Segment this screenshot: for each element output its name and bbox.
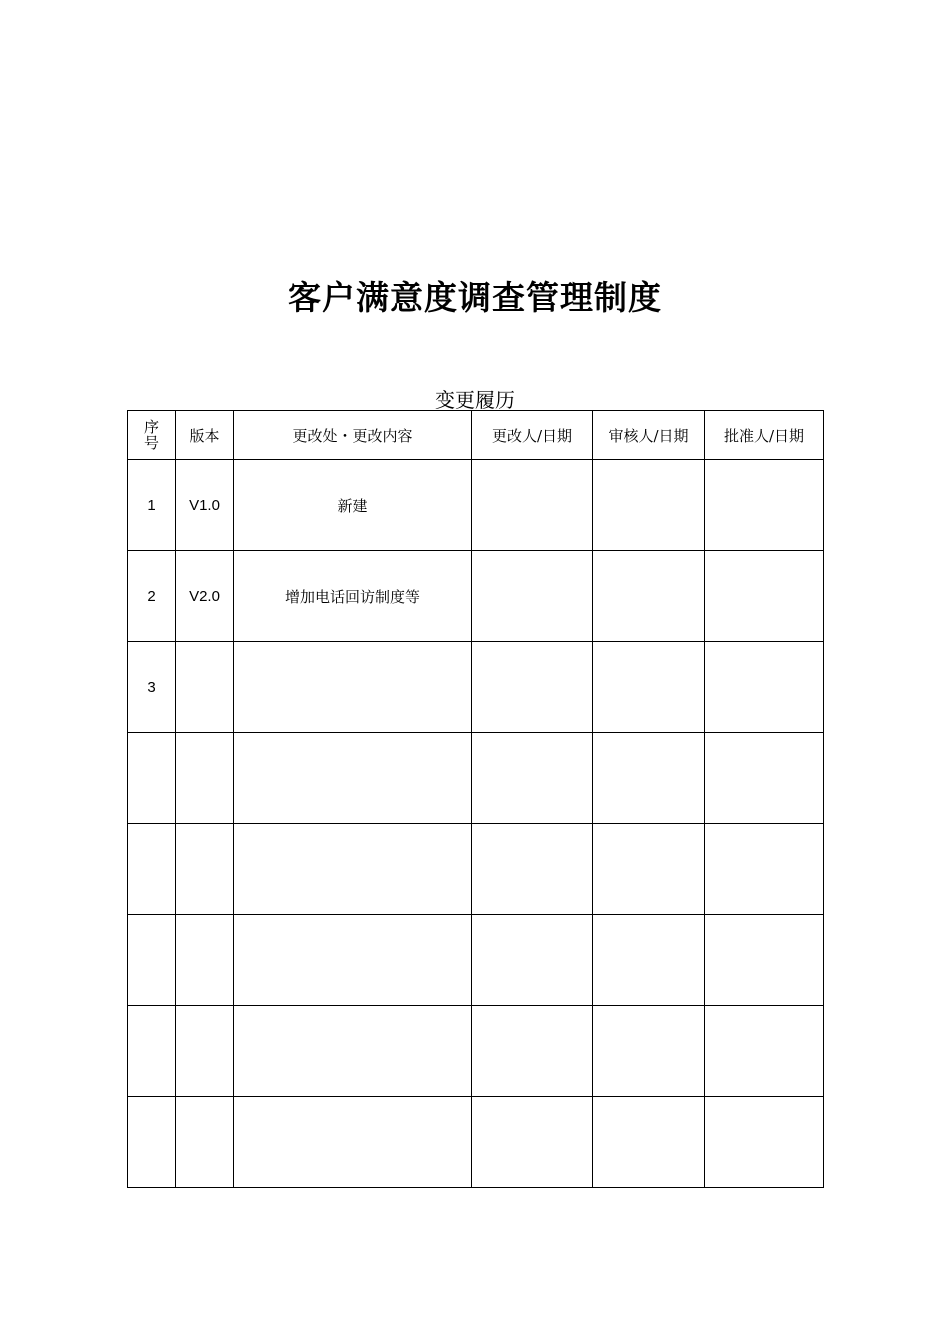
- cell-reviewer: [593, 915, 705, 1006]
- cell-version: [176, 642, 234, 733]
- cell-content: [234, 1006, 472, 1097]
- cell-version: [176, 1006, 234, 1097]
- cell-version: V1.0: [176, 460, 234, 551]
- change-history-title: 变更履历: [435, 388, 515, 412]
- document-title: 客户满意度调查管理制度: [288, 278, 662, 317]
- table-row: [128, 460, 824, 551]
- cell-seq: 3: [128, 642, 176, 733]
- cell-version: [176, 915, 234, 1006]
- table-row: [128, 1097, 824, 1188]
- cell-changer: [472, 551, 593, 642]
- header-change-content: 更改处・更改内容: [234, 411, 472, 460]
- cell-approver: [705, 1097, 824, 1188]
- cell-changer: [472, 1097, 593, 1188]
- cell-content: 新建: [234, 460, 472, 551]
- cell-seq: [128, 824, 176, 915]
- header-reviewer-date: 审核人/日期: [593, 411, 705, 460]
- cell-content: 增加电话回访制度等: [234, 551, 472, 642]
- table-row: [128, 733, 824, 824]
- change-history-table: [127, 410, 824, 1188]
- cell-changer: [472, 1006, 593, 1097]
- cell-seq: 2: [128, 551, 176, 642]
- header-seq-label: 序号: [143, 417, 159, 452]
- cell-reviewer: [593, 551, 705, 642]
- header-seq: [128, 411, 176, 460]
- cell-reviewer: [593, 642, 705, 733]
- table-row: [128, 551, 824, 642]
- cell-changer: [472, 733, 593, 824]
- cell-changer: [472, 460, 593, 551]
- cell-content: [234, 915, 472, 1006]
- cell-content: [234, 824, 472, 915]
- cell-seq: [128, 1097, 176, 1188]
- cell-content: [234, 642, 472, 733]
- header-approver-date: 批准人/日期: [705, 411, 824, 460]
- cell-reviewer: [593, 460, 705, 551]
- header-changer-date: 更改人/日期: [472, 411, 593, 460]
- cell-approver: [705, 915, 824, 1006]
- cell-version: [176, 824, 234, 915]
- cell-approver: [705, 642, 824, 733]
- cell-reviewer: [593, 824, 705, 915]
- cell-reviewer: [593, 1006, 705, 1097]
- cell-approver: [705, 733, 824, 824]
- cell-approver: [705, 551, 824, 642]
- cell-reviewer: [593, 1097, 705, 1188]
- cell-content: [234, 1097, 472, 1188]
- table-row: [128, 915, 824, 1006]
- cell-content: [234, 733, 472, 824]
- cell-approver: [705, 460, 824, 551]
- cell-approver: [705, 1006, 824, 1097]
- table-row: [128, 824, 824, 915]
- cell-version: V2.0: [176, 551, 234, 642]
- cell-changer: [472, 824, 593, 915]
- header-version: 版本: [176, 411, 234, 460]
- cell-seq: [128, 733, 176, 824]
- cell-reviewer: [593, 733, 705, 824]
- cell-version: [176, 733, 234, 824]
- table-row: [128, 642, 824, 733]
- cell-seq: 1: [128, 460, 176, 551]
- cell-seq: [128, 915, 176, 1006]
- cell-changer: [472, 642, 593, 733]
- table-header-row: [128, 411, 824, 460]
- cell-version: [176, 1097, 234, 1188]
- cell-approver: [705, 824, 824, 915]
- cell-seq: [128, 1006, 176, 1097]
- cell-changer: [472, 915, 593, 1006]
- table-row: [128, 1006, 824, 1097]
